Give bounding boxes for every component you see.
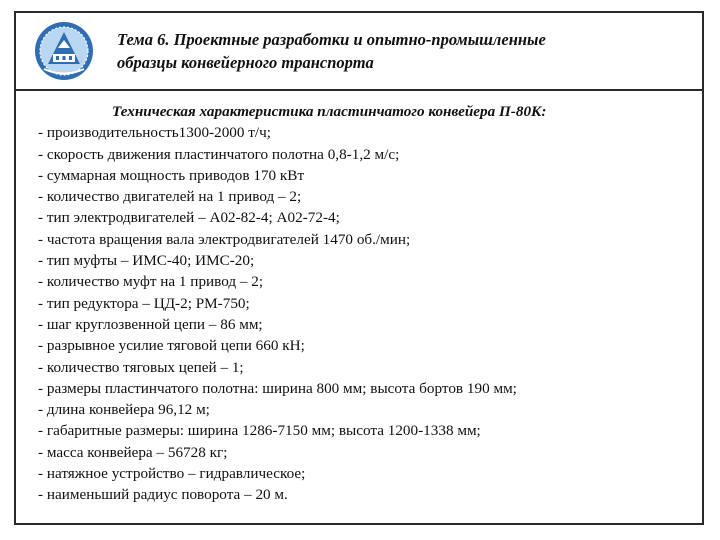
list-item: - натяжное устройство – гидравлическое; xyxy=(38,465,306,483)
page-title xyxy=(117,28,546,74)
list-item: - масса конвейера – 56728 кг; xyxy=(38,443,228,461)
list-item: - размеры пластинчатого полотна: ширина 800 мм; высота бортов 190 мм; xyxy=(38,379,517,397)
spec-list xyxy=(38,122,694,505)
list-item: - тип редуктора – ЦД-2; РМ-750; xyxy=(38,294,250,312)
list-item: - длина конвейера 96,12 м; xyxy=(38,401,210,419)
slide-content xyxy=(38,101,694,506)
list-item: - скорость движения пластинчатого полотна 0,8-1,2 м/с; xyxy=(38,145,400,163)
list-item: - количество тяговых цепей – 1; xyxy=(38,358,244,376)
title-line-1: Тема 6. Проектные разработки и опытно-промышленные xyxy=(117,30,546,49)
list-item: - частота вращения вала электродвигателей 1470 об./мин; xyxy=(38,230,411,248)
list-item: - разрывное усилие тяговой цепи 660 кН; xyxy=(38,337,305,355)
list-item: - количество муфт на 1 привод – 2; xyxy=(38,273,264,291)
list-item: - тип электродвигателей – А02-82-4; А02-72-4; xyxy=(38,209,340,227)
list-item: - тип муфты – ИМС-40; ИМС-20; xyxy=(38,252,255,270)
slide-frame xyxy=(14,11,704,525)
list-item: - шаг круглозвенной цепи – 86 мм; xyxy=(38,315,263,333)
title-line-2: образцы конвейерного транспорта xyxy=(117,53,374,72)
list-item: - наименьший радиус поворота – 20 м. xyxy=(38,486,288,504)
list-item: - суммарная мощность приводов 170 кВт xyxy=(38,166,305,184)
list-item: - количество двигателей на 1 привод – 2; xyxy=(38,188,302,206)
list-item: - габаритные размеры: ширина 1286-7150 мм; высота 1200-1338 мм; xyxy=(38,422,481,440)
list-item: - производительность1300-2000 т/ч; xyxy=(38,124,271,142)
section-subtitle: Техническая характеристика пластинчатого конвейера П-80К: xyxy=(112,103,547,120)
slide-header xyxy=(16,13,702,91)
university-emblem-icon xyxy=(34,20,94,82)
